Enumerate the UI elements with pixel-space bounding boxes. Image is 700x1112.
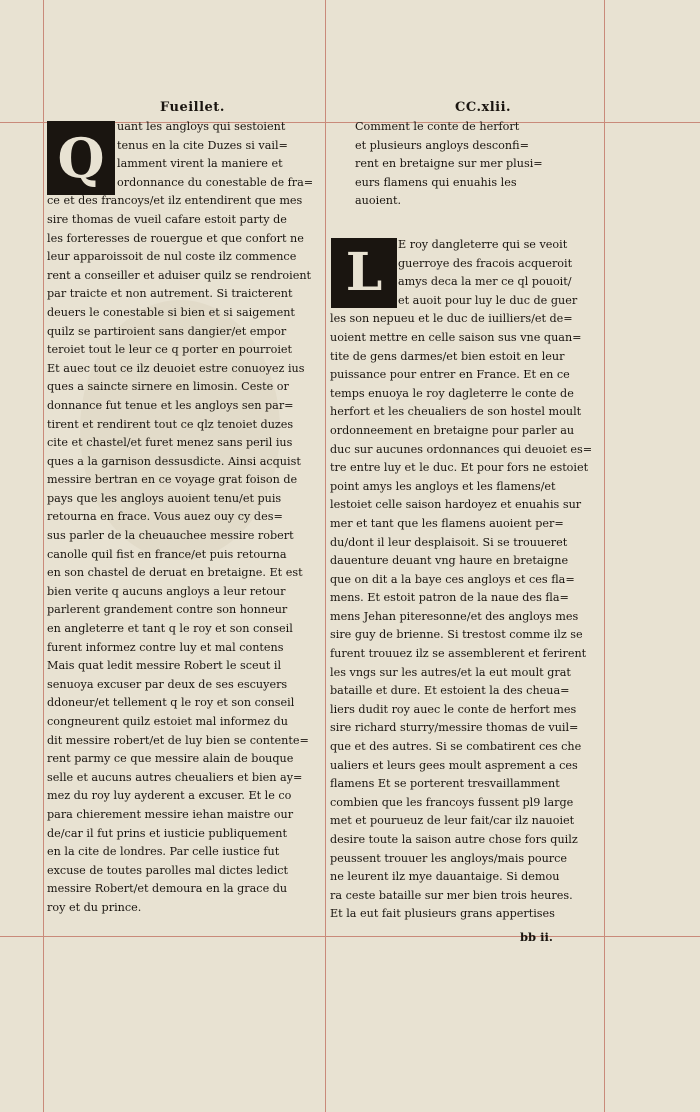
text-line: point amys les angloys et les flamens/et — [330, 479, 556, 493]
text-line: messire bertran en ce voyage grat foison de — [47, 473, 298, 487]
text-line: lamment virent la maniere et — [117, 157, 283, 171]
text-line: temps enuoya le roy dagleterre le conte de — [330, 386, 574, 400]
text-line: en la cite de londres. Par celle iustice fut — [47, 845, 280, 859]
text-line: et auoit pour luy le duc de guer — [398, 293, 578, 307]
text-line: pays que les angloys auoient tenu/et puis — [47, 491, 282, 505]
text-line: par traicte et non autrement. Si traicterent — [47, 287, 293, 301]
text-line: deuers le conestable si bien et si saigement — [47, 305, 295, 319]
text-line: dit messire robert/et de luy bien se contente= — [47, 733, 309, 747]
text-line: senuoya excuser par deux de ses escuyers — [47, 677, 288, 691]
text-line: mens Jehan piteresonne/et des angloys mes — [330, 609, 579, 623]
text-line: auoient. — [355, 194, 402, 208]
text-line: flamens Et se porterent tresvaillamment — [330, 777, 560, 791]
text-line: sire richard sturry/messire thomas de vuil= — [330, 721, 579, 735]
text-line: cite et chastel/et furet menez sans peril ius — [47, 436, 293, 450]
text-line: canolle quil fist en france/et puis retourna — [47, 547, 287, 561]
text-line: du/dont il leur desplaisoit. Si se trouueret — [330, 535, 568, 549]
text-line: ddoneur/et tellement q le roy et son conseil — [47, 696, 295, 710]
text-line: rent en bretaigne sur mer plusi= — [355, 157, 543, 171]
text-line: de/car il fut prins et iusticie publiquement — [47, 826, 287, 840]
text-line: met et pourueuz de leur fait/car ilz nauoiet — [330, 814, 575, 828]
text-line: Comment le conte de herfort — [355, 120, 520, 133]
text-line: les son nepueu et le duc de iuilliers/et de= — [330, 312, 573, 326]
ruling-line — [325, 0, 326, 1112]
text-line: les vngs sur les autres/et la eut moult grat — [330, 665, 571, 679]
text-line: sus parler de la cheuauchee messire robert — [47, 529, 294, 543]
text-line: ne leurent ilz mye dauantaige. Si demou — [330, 870, 560, 884]
text-line: rent parmy ce que messire alain de bouque — [47, 752, 294, 766]
text-line: dauenture deuant vng haure en bretaigne — [330, 554, 569, 568]
text-line: ualiers et leurs gees moult asprement a ces — [330, 758, 578, 772]
text-line: ra ceste bataille sur mer bien trois heures. — [330, 888, 573, 902]
text-line: ordonneement en bretaigne pour parler au — [330, 423, 575, 437]
text-line: teroiet tout le leur ce q porter en pourroiet — [47, 343, 293, 357]
text-line: mez du roy luy ayderent a excuser. Et le co — [47, 789, 292, 803]
folio-header-left: Fueillet. — [160, 100, 225, 115]
text-line: quilz se partiroient sans dangier/et empor — [47, 324, 287, 338]
text-line: desire toute la saison autre chose fors quilz — [330, 833, 578, 846]
text-line: liers dudit roy auec le conte de herfort mes — [330, 702, 577, 716]
text-line: tre entre luy et le duc. Et pour fors ne estoiet — [330, 461, 589, 475]
text-line: congneurent quilz estoiet mal informez du — [47, 715, 288, 728]
ruling-line — [43, 0, 44, 1112]
ruling-line — [0, 936, 700, 937]
text-line: peussent trouuer les angloys/mais pource — [330, 851, 568, 865]
text-line: furent trouuez ilz se assemblerent et ferirent — [330, 647, 587, 661]
text-line: tirent et rendirent tout ce qlz tenoiet duzes — [47, 417, 294, 431]
text-line: parlerent grandement contre son honneur — [47, 603, 288, 617]
text-line: duc sur aucunes ordonnances qui deuoiet es= — [330, 442, 593, 456]
text-line: sire thomas de vueil cafare estoit party de — [47, 212, 287, 226]
text-line: selle et aucuns autres cheualiers et bien ay= — [47, 770, 303, 784]
folio-header-right: CC.xlii. — [455, 100, 512, 115]
text-line: en angleterre et tant q le roy et son conseil — [47, 622, 293, 636]
chapter-heading — [355, 118, 605, 211]
text-line: combien que les francoys fussent pl9 large — [330, 795, 574, 809]
text-line: leur apparoissoit de nul coste ilz commence — [47, 250, 297, 264]
initial-letter: L — [345, 242, 383, 303]
text-line: bien verite q aucuns angloys a leur retour — [47, 584, 286, 598]
text-line: amys deca la mer ce ql pouoit/ — [398, 275, 572, 289]
text-line: lestoiet celle saison hardoyez et enuahis sur — [330, 498, 582, 512]
text-line: ce et des francoys/et ilz entendirent que mes — [47, 194, 303, 208]
text-line: tite de gens darmes/et bien estoit en leur — [330, 349, 565, 363]
text-line: para chierement messire iehan maistre our — [47, 807, 294, 821]
initial-letter: Q — [57, 126, 105, 190]
text-line: roy et du prince. — [47, 900, 142, 914]
text-line: furent informez contre luy et mal contens — [47, 640, 284, 654]
signature-mark: bb ii. — [520, 930, 553, 944]
text-line: que on dit a la baye ces angloys et ces fla= — [330, 572, 575, 586]
text-line: uoient mettre en celle saison sus vne quan= — [330, 330, 582, 344]
text-line: ordonnance du conestable de fra= — [117, 175, 314, 189]
text-line: ques a la garnison dessusdicte. Ainsi acquist — [47, 454, 301, 468]
text-line: ques a saincte sirnere en limosin. Ceste or — [47, 380, 289, 394]
text-line: Et auec tout ce ilz deuoiet estre conuoyez ius — [47, 361, 305, 375]
text-line: Mais quat ledit messire Robert le sceut il — [47, 659, 282, 673]
text-line: Et la eut fait plusieurs grans appertises — [330, 907, 555, 921]
text-line: rent a conseiller et aduiser quilz se rendroient — [47, 268, 312, 282]
text-line: en son chastel de deruat en bretaigne. Et est — [47, 566, 303, 580]
text-line: eurs flamens qui enuahis les — [355, 175, 517, 189]
left-text-column — [47, 118, 323, 918]
text-line: E roy dangleterre qui se veoit — [398, 238, 568, 251]
text-line: puissance pour entrer en France. Et en ce — [330, 368, 570, 382]
text-line: que et des autres. Si se combatirent ces che — [330, 740, 582, 754]
text-line: herfort et les cheualiers de son hostel moult — [330, 405, 582, 419]
text-line: et plusieurs angloys desconfi= — [355, 138, 529, 152]
right-text-column — [330, 236, 604, 924]
text-line: mer et tant que les flamens auoient per= — [330, 516, 564, 530]
text-line: les forteresses de rouergue et que confort ne — [47, 231, 304, 245]
text-line: sire guy de brienne. Si trestost comme ilz se — [330, 628, 583, 642]
text-line: donnance fut tenue et les angloys sen par= — [47, 398, 294, 412]
text-line: uant les angloys qui sestoient — [117, 120, 286, 133]
text-line: messire Robert/et demoura en la grace du — [47, 882, 288, 896]
text-line: guerroye des fracois acqueroit — [398, 256, 573, 270]
text-line: excuse de toutes parolles mal dictes ledict — [47, 863, 289, 877]
text-line: retourna en frace. Vous auez ouy cy des= — [47, 510, 283, 524]
text-line: mens. Et estoit patron de la naue des fla= — [330, 591, 569, 605]
text-line: bataille et dure. Et estoient la des cheua= — [330, 684, 570, 698]
text-line: tenus en la cite Duzes si vail= — [117, 138, 288, 152]
